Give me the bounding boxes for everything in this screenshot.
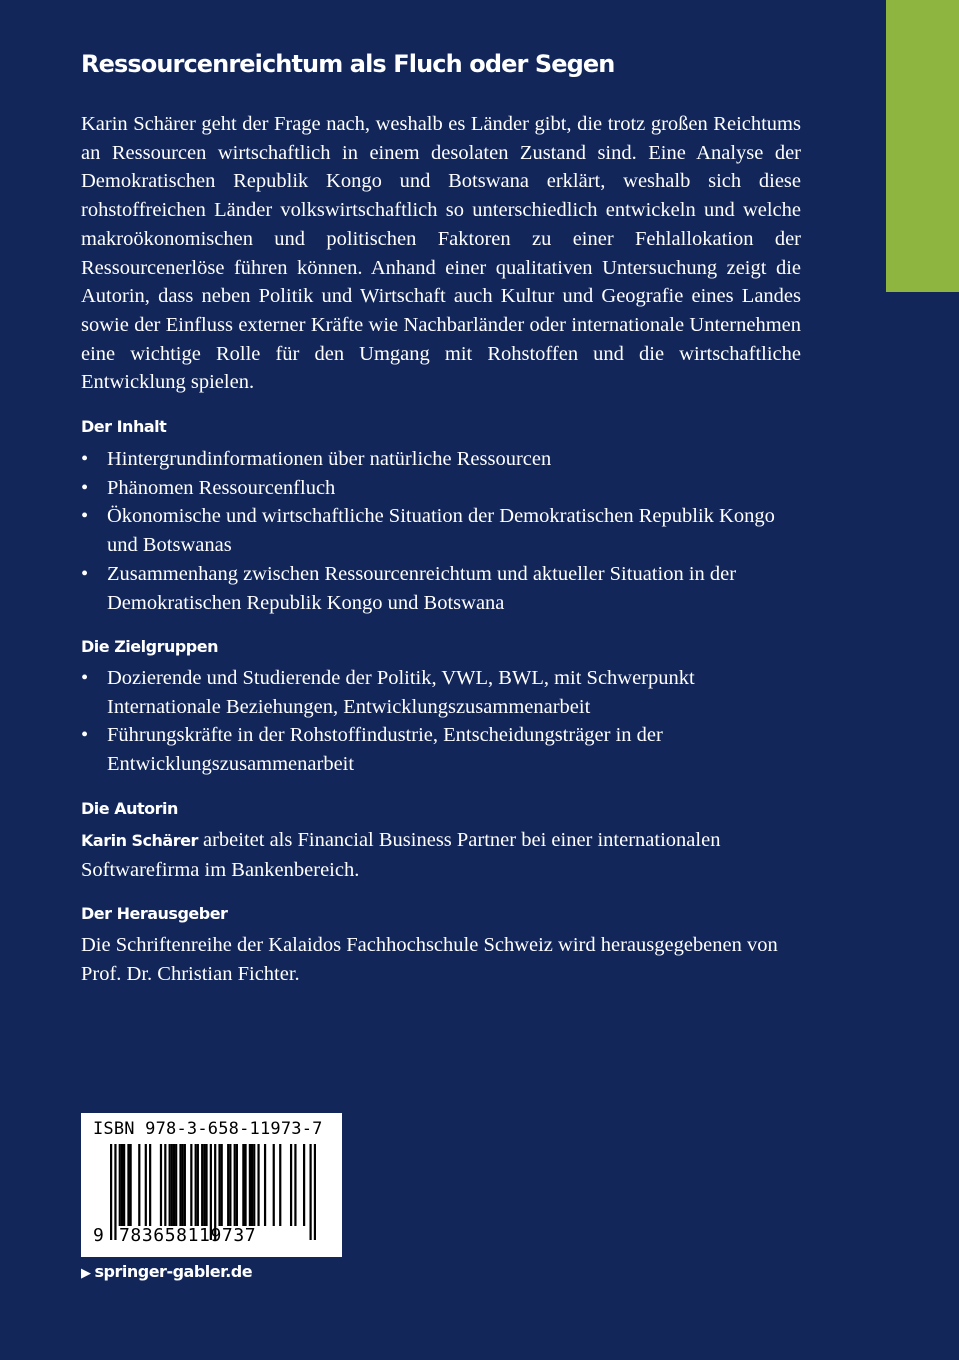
author-paragraph [81, 826, 801, 884]
arrow-right-icon: ▶ [81, 1266, 91, 1281]
barcode-digits: 783658119737 [119, 1225, 257, 1246]
contents-list [81, 445, 801, 617]
isbn-barcode [81, 1113, 342, 1257]
bullet-icon: • [81, 505, 89, 528]
audience-heading: Die Zielgruppen [81, 637, 218, 656]
bullet-icon: • [81, 724, 89, 747]
contents-heading: Der Inhalt [81, 417, 167, 436]
accent-bar [886, 0, 959, 292]
barcode-first-digit: 9 [93, 1225, 104, 1246]
author-heading: Die Autorin [81, 799, 178, 818]
editor-heading: Der Herausgeber [81, 904, 228, 923]
bullet-icon: • [81, 476, 89, 499]
bullet-icon: • [81, 448, 89, 470]
list-item: • Phänomen Ressourcenfluch [81, 474, 801, 503]
list-item: • Zusammenhang zwischen Ressourcenreichtum und aktueller Situation in der Demokratischen Republik Kongo und Botswana [81, 560, 801, 617]
isbn-label: ISBN 978-3-658-11973-7 [93, 1119, 323, 1139]
publisher-website [81, 1262, 252, 1281]
author-name: Karin Schärer [81, 831, 198, 850]
list-item: • Ökonomische und wirtschaftliche Situation der Demokratischen Republik Kongo und Botswanas [81, 502, 801, 559]
website-link: springer-gabler.de [94, 1262, 253, 1281]
audience-list [81, 664, 801, 779]
author-text: arbeitet als Financial Business Partner bei einer internationalen Softwarefirma im Bankenbereich. [81, 829, 721, 881]
list-item: • Dozierende und Studierende der Politik, VWL, BWL, mit Schwerpunkt Internationale Beziehungen, Entwicklungszusammenarbeit [81, 664, 801, 721]
book-title: Ressourcenreichtum als Fluch oder Segen [81, 50, 615, 78]
editor-paragraph: Die Schriftenreihe der Kalaidos Fachhochschule Schweiz wird herausgegebenen von Prof. Dr. Christian Fichter. [81, 934, 778, 985]
intro-paragraph: Karin Schärer geht der Frage nach, weshalb es Länder gibt, die trotz großen Reichtums an Ressourcen wirtschaftlich in einem desolaten Zustand sind. Eine Analyse der Demokratischen Republik Kongo und Botswana erklärt, weshalb sich diese rohstoffreichen Länder volkswirtschaftlich so unterschiedlich entwickeln und welche makroökonomischen und politischen Faktoren zu einer Fehlallokation der Ressourcenerlöse führen können. Anhand einer qualitativen Untersuchung zeigt die Autorin, dass neben Politik und Wirtschaft auch Kultur und Geografie eines Landes sowie der Einfluss externer Kräfte wie Nachbarländer oder internationale Unternehmen eine wichtige Rolle für den Umgang mit Rohstoffen und die wirtschaftliche Entwicklung spielen. [81, 113, 801, 394]
bullet-icon: • [81, 562, 89, 585]
list-item: • Führungskräfte in der Rohstoffindustrie, Entscheidungsträger in der Entwicklungszusammenarbeit [81, 721, 801, 778]
bullet-icon: • [81, 667, 89, 689]
list-item: • Hintergrundinformationen über natürliche Ressourcen [81, 445, 801, 474]
